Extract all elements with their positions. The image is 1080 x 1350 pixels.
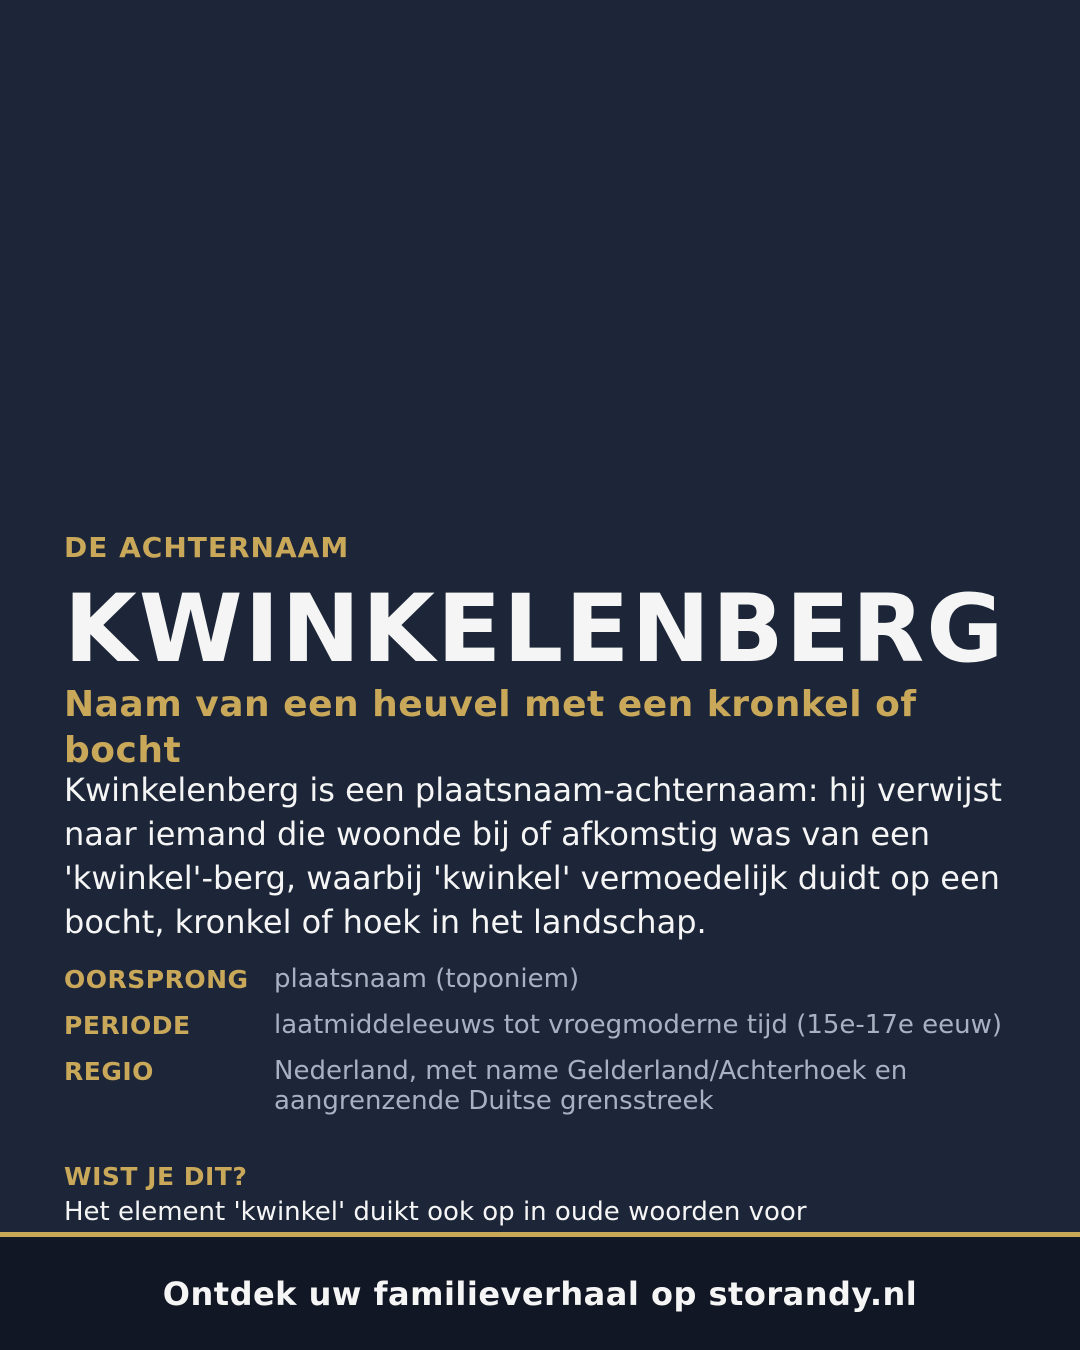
fact-period [64, 1010, 1016, 1041]
did-you-know-section [64, 1160, 1016, 1230]
footer-cta: Ontdek uw familieverhaal op storandy.nl [162, 1274, 918, 1313]
fact-label: REGIO [64, 1057, 154, 1086]
fact-label: OORSPRONG [64, 965, 249, 994]
fact-value: plaatsnaam (toponiem) [274, 964, 580, 994]
fact-origin [64, 964, 1016, 995]
fact-label: PERIODE [64, 1011, 191, 1040]
surname-title: KWINKELENBERG [64, 575, 1006, 684]
fact-value: Nederland, met name Gelderland/Achterhoek en aangrenzende Duitse grensstreek [274, 1056, 908, 1116]
surname-description: Kwinkelenberg is een plaatsnaam-achternaam: hij verwijst naar iemand die woonde bij of afkomstig was van een 'kwinkel'-berg, waarbij 'kwinkel' vermoedelijk duidt op een bocht, kronkel of hoek in het landschap. [64, 771, 1002, 941]
fact-value: laatmiddeleeuws tot vroegmoderne tijd (15e-17e eeuw) [274, 1010, 1003, 1040]
facts-list [64, 964, 1016, 1131]
card-content [64, 0, 1016, 1232]
fact-region [64, 1056, 1016, 1116]
did-you-know-text: Het element 'kwinkel' duikt ook op in oude woorden voor [64, 1197, 807, 1227]
eyebrow-label: DE ACHTERNAAM [64, 531, 350, 564]
footer-banner [0, 1237, 1080, 1350]
did-you-know-label: WIST JE DIT? [64, 1162, 248, 1191]
surname-meaning: Naam van een heuvel met een kronkel of bocht [64, 684, 917, 771]
